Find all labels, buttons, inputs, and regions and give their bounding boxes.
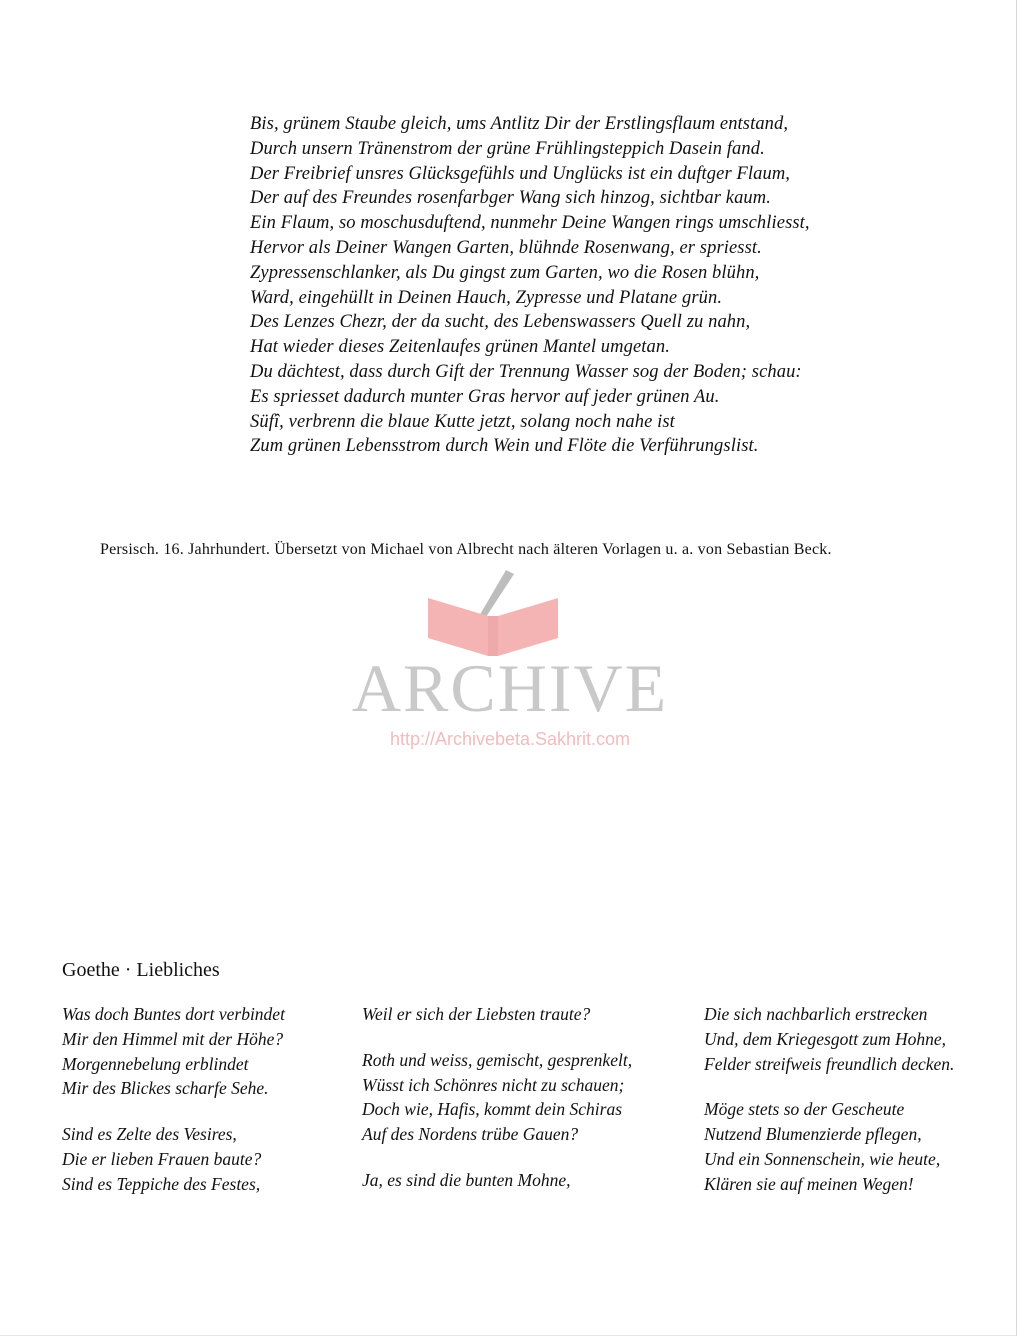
poem-line: Du dächtest, dass durch Gift der Trennung Wasser sog der Boden; schau: xyxy=(250,361,802,382)
poem-line: Der auf des Freundes rosenfarbger Wang sich hinzog, sichtbar kaum. xyxy=(250,188,771,209)
poem-line: Hat wieder dieses Zeitenlaufes grünen Mantel umgetan. xyxy=(250,337,670,358)
poem-line: Wüsst ich Schönres nicht zu schauen; xyxy=(362,1074,625,1095)
stanza xyxy=(362,1048,682,1147)
poem-line: Die sich nachbarlich erstrecken xyxy=(704,1004,928,1024)
poem-line: Die er lieben Frauen baute? xyxy=(62,1148,262,1169)
poem-line: Bis, grünem Staube gleich, ums Antlitz Dir der Erstlingsflaum entstand, xyxy=(250,114,789,134)
stanza xyxy=(62,1002,342,1101)
poem-line: Roth und weiss, gemischt, gesprenkelt, xyxy=(362,1049,633,1070)
source-note: Persisch. 16. Jahrhundert. Übersetzt von Michael von Albrecht nach älteren Vorlagen u. a. von Sebastian Beck. xyxy=(100,541,832,558)
poem-line: Sind es Teppiche des Festes, xyxy=(62,1173,261,1194)
persian-poem xyxy=(250,112,890,459)
open-book-icon xyxy=(418,568,568,658)
stanza xyxy=(704,1002,994,1076)
poem-line: Klären sie auf meinen Wegen! xyxy=(704,1173,914,1194)
stanza xyxy=(62,1122,342,1196)
poem-line: Sind es Zelte des Vesires, xyxy=(62,1124,237,1145)
poem-line: Mir den Himmel mit der Höhe? xyxy=(62,1028,284,1049)
stanza xyxy=(362,1168,682,1193)
poem-line: Und ein Sonnenschein, wie heute, xyxy=(704,1148,941,1169)
poem-line: Hervor als Deiner Wangen Garten, blühnde Rosenwang, er spriesst. xyxy=(250,237,762,258)
poem-line: Es spriesset dadurch munter Gras hervor auf jeder grünen Au. xyxy=(250,386,720,407)
poem-line: Möge stets so der Gescheute xyxy=(704,1099,905,1120)
poem-line: Ward, eingehüllt in Deinen Hauch, Zypresse und Platane grün. xyxy=(250,287,723,308)
poem-line: Ja, es sind die bunten Mohne, xyxy=(362,1169,571,1190)
poem-line: Morgennebelung erblindet xyxy=(62,1053,249,1074)
poem-line: Und, dem Kriegesgott zum Hohne, xyxy=(704,1028,947,1049)
poem-column xyxy=(362,1002,682,1214)
poem-line: Durch unsern Tränenstrom der grüne Frühlingsteppich Dasein fand. xyxy=(250,138,765,159)
poem-line: Nutzend Blumenzierde pflegen, xyxy=(704,1124,922,1145)
poem-title: Goethe · Liebliches xyxy=(62,959,220,981)
watermark-url: http://Archivebeta.Sakhrit.com xyxy=(389,729,631,749)
poem-line: Zypressenschlanker, als Du gingst zum Garten, wo die Rosen blühn, xyxy=(250,262,760,283)
poem-column xyxy=(704,1002,994,1218)
poem-line: Doch wie, Hafis, kommt dein Schiras xyxy=(362,1099,623,1120)
poem-line: Weil er sich der Liebsten traute? xyxy=(362,1004,591,1024)
watermark-title: ARCHIVE xyxy=(351,650,669,726)
poem-line: Auf des Nordens trübe Gauen? xyxy=(362,1124,579,1145)
poem-line: Süfî, verbrenn die blaue Kutte jetzt, solang noch nahe ist xyxy=(250,411,675,432)
poem-column xyxy=(62,1002,342,1218)
stanza xyxy=(704,1097,994,1196)
poem-line: Zum grünen Lebensstrom durch Wein und Flöte die Verführungslist. xyxy=(250,436,759,457)
poem-line: Was doch Buntes dort verbindet xyxy=(62,1004,285,1024)
poem-line: Der Freibrief unsres Glücksgefühls und Unglücks ist ein duftger Flaum, xyxy=(250,163,791,184)
poem-line: Mir des Blickes scharfe Sehe. xyxy=(62,1078,269,1099)
stanza xyxy=(362,1002,682,1027)
archive-watermark xyxy=(330,568,690,758)
poem-line: Ein Flaum, so moschusduftend, nunmehr Deine Wangen rings umschliesst, xyxy=(250,213,810,234)
poem-line: Felder streifweis freundlich decken. xyxy=(704,1053,955,1074)
poem-line: Des Lenzes Chezr, der da sucht, des Lebenswassers Quell zu nahn, xyxy=(250,312,751,333)
